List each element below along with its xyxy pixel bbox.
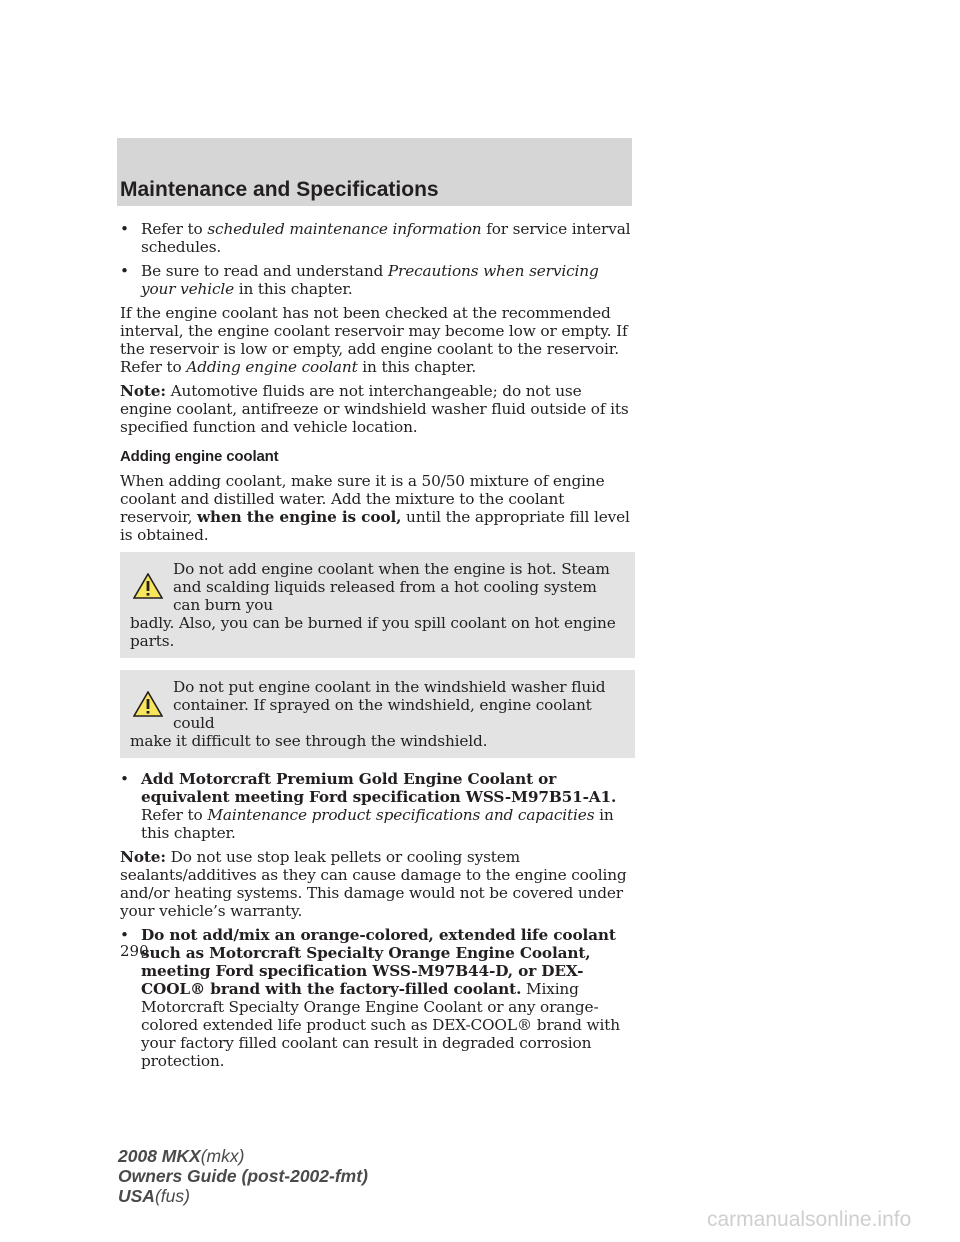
cross-reference: Maintenance product specifications and capacities	[207, 806, 595, 824]
page-number: 290	[120, 942, 149, 960]
footer: 2008 MKX(mkx) Owners Guide (post-2002-fmt) USA(fus)	[118, 1146, 368, 1206]
paragraph: When adding coolant, make sure it is a 50/50 mixture of engine coolant and distilled water. Add the mixture to the coolant reservoir, when the engine is cool, until the appropriate fill level is obtained.	[120, 472, 630, 544]
watermark: carmanualsonline.info	[707, 1208, 912, 1231]
cross-reference: Precautions when servicing your vehicle	[141, 262, 599, 298]
body-text	[120, 220, 635, 1076]
paragraph: If the engine coolant has not been checked at the recommended interval, the engine coolant reservoir may become low or empty. If the reservoir is low or empty, add engine coolant to the reservoir. Refer to Adding engine coolant in this chapter.	[120, 304, 628, 376]
list-item: • Refer to scheduled maintenance information for service interval schedules.	[120, 220, 631, 256]
cross-reference: Adding engine coolant	[186, 358, 358, 376]
section-heading: Adding engine coolant	[120, 448, 279, 465]
warning-box: Do not add engine coolant when the engine is hot. Steam and scalding liquids released from a hot cooling system can burn you badly. Also, you can be burned if you spill coolant on hot engine parts.	[120, 552, 635, 658]
note: Note: Automotive fluids are not interchangeable; do not use engine coolant, antifreeze or windshield washer fluid outside of its specified function and vehicle location.	[120, 382, 629, 436]
warning-triangle-icon	[133, 573, 163, 599]
note: Note: Do not use stop leak pellets or cooling system sealants/additives as they can cause damage to the engine cooling and/or heating systems. This damage would not be covered under your vehicle’s warranty.	[120, 848, 627, 920]
page-title: Maintenance and Specifications	[120, 178, 439, 201]
list-item: • Do not add/mix an orange-colored, extended life coolant such as Motorcraft Specialty Orange Engine Coolant, meeting Ford specification WSS-M97B44-D, or DEX-COOL® brand with the factory-filled coolant. Mixing Motorcraft Specialty Orange Engine Coolant or any orange-colored extended life product such as DEX-COOL® brand with your factory filled coolant can result in degraded corrosion protection.	[120, 926, 620, 1070]
list-item: • Add Motorcraft Premium Gold Engine Coolant or equivalent meeting Ford specification WSS-M97B51-A1. Refer to Maintenance product specifications and capacities in this chapter.	[120, 770, 617, 842]
list-item: • Be sure to read and understand Precautions when servicing your vehicle in this chapter.	[120, 262, 599, 298]
warning-box: Do not put engine coolant in the windshield washer fluid container. If sprayed on the windshield, engine coolant could make it difficult to see through the windshield.	[120, 670, 635, 758]
warning-triangle-icon	[133, 691, 163, 717]
cross-reference: scheduled maintenance information	[207, 220, 482, 238]
